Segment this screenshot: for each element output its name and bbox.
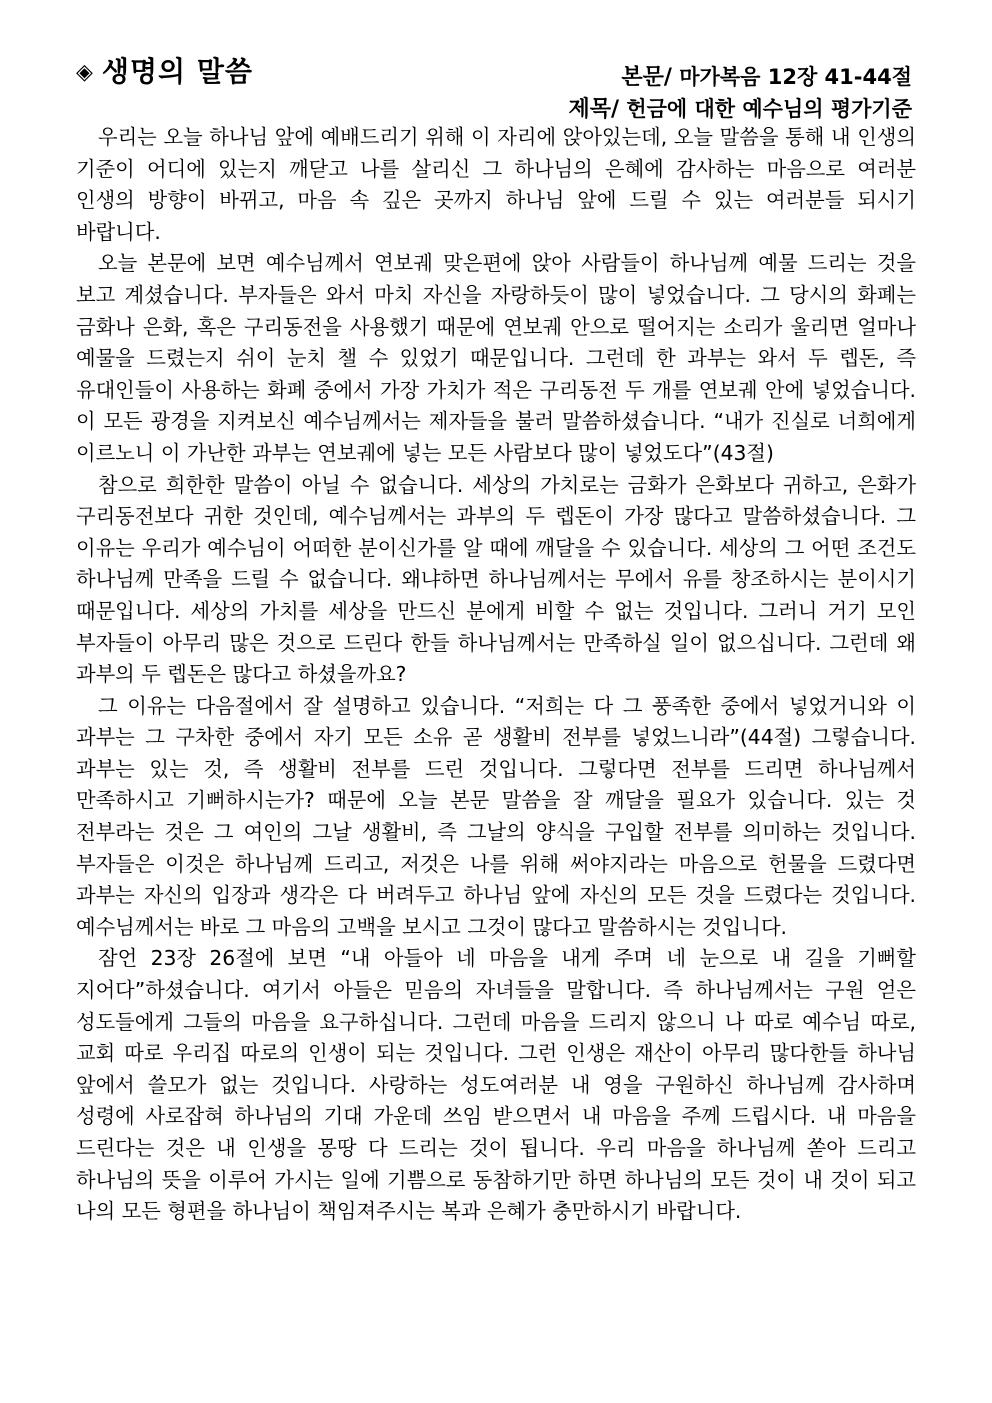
page-title [76, 50, 253, 90]
paragraph-5: 잠언 23장 26절에 보면 “내 아들아 네 마음을 내게 주며 네 눈으로 내 길을 기뻐할 지어다”하셨습니다. 여기서 아들은 믿음의 자녀들을 말합니다. 즉 하나님께서는 구원 얻은 성도들에게 그들의 마음을 요구하십니다. 그런데 마음을 드리지 않으니 나 따로 예수님 따로, 교회 따로 우리집 따로의 인생이 되는 것입니다. 그런 인생은 재산이 아무리 많다한들 하나님 앞에서 쓸모가 없는 것입니다. 사랑하는 성도여러분 내 영을 구원하신 하나님께 감사하며 성령에 사로잡혀 하나님의 기대 가운데 쓰임 받으면서 내 마음을 주께 드립시다. 내 마음을 드린다는 것은 내 인생을 몽땅 다 드리는 것이 됩니다. 우리 마음을 하나님께 쏟아 드리고 하나님의 뜻을 이루어 가시는 일에 기쁨으로 동참하기만 하면 하나님의 모든 것이 내 것이 되고 나의 모든 형편을 하나님이 책임져주시는 복과 은혜가 충만하시기 바랍니다. [76, 946, 916, 1224]
scripture-text: 마가복음 12장 41-44절 [679, 65, 912, 89]
page-title-text: 생명의 말씀 [101, 55, 253, 88]
diamond-bullet-icon: ◈ [76, 59, 94, 85]
subject-label: 제목/ [568, 97, 620, 122]
paragraph-2: 오늘 본문에 보면 예수님께서 연보궤 맞은편에 앉아 사람들이 하나님께 예물 드리는 것을 보고 계셨습니다. 부자들은 와서 마치 자신을 자랑하듯이 많이 넣었습니다. 그 당시의 화폐는 금화나 은화, 혹은 구리동전을 사용했기 때문에 연보궤 안으로 떨어지는 소리가 울리면 얼마나 예물을 드렸는지 쉬이 눈치 챌 수 있었기 때문입니다. 그런데 한 과부는 와서 두 렙돈, 즉 유대인들이 사용하는 화폐 중에서 가장 가치가 적은 구리동전 두 개를 연보궤 안에 넣었습니다. 이 모든 광경을 지켜보신 예수님께서는 제자들을 불러 말씀하셨습니다. “내가 진실로 너희에게 이르노니 이 가난한 과부는 연보궤에 넣는 모든 사람보다 많이 넣었도다”(43절) [76, 251, 916, 465]
paragraph-4: 그 이유는 다음절에서 잘 설명하고 있습니다. “저희는 다 그 풍족한 중에서 넣었거니와 이 과부는 그 구차한 중에서 자기 모든 소유 곧 생활비 전부를 넣었느니라”(44절) 그렇습니다. 과부는 있는 것, 즉 생활비 전부를 드린 것입니다. 그렇다면 전부를 드리면 하나님께서 만족하시고 기뻐하시는가? 때문에 오늘 본문 말씀을 잘 깨달을 필요가 있습니다. 있는 것 전부라는 것은 그 여인의 그날 생활비, 즉 그날의 양식을 구입할 전부를 의미하는 것입니다. 부자들은 이것은 하나님께 드리고, 저것은 나를 위해 써야지라는 마음으로 헌물을 드렸다면 과부는 자신의 입장과 생각은 다 버려두고 하나님 앞에 자신의 모든 것을 드렸다는 것입니다. 예수님께서는 바로 그 마음의 고백을 보시고 그것이 많다고 말씀하시는 것입니다. [76, 693, 916, 939]
sermon-subject [568, 92, 912, 123]
paragraph-1: 우리는 오늘 하나님 앞에 예배드리기 위해 이 자리에 앉아있는데, 오늘 말씀을 통해 내 인생의 기준이 어디에 있는지 깨닫고 나를 살리신 그 하나님의 은혜에 감사하는 마음으로 여러분 인생의 방향이 바뀌고, 마음 속 깊은 곳까지 하나님 앞에 드릴 수 있는 여러분들 되시기 바랍니다. [76, 125, 916, 244]
subject-text: 헌금에 대한 예수님의 평가기준 [626, 97, 912, 121]
scripture-reference [621, 60, 912, 91]
document-page [76, 40, 916, 1228]
sermon-body [76, 122, 916, 1228]
document-header [76, 40, 916, 122]
scripture-label: 본문/ [621, 65, 672, 90]
paragraph-3: 참으로 희한한 말씀이 아닐 수 없습니다. 세상의 가치로는 금화가 은화보다 귀하고, 은화가 구리동전보다 귀한 것인데, 예수님께서는 과부의 두 렙돈이 가장 많다고 말씀하셨습니다. 그 이유는 우리가 예수님이 어떠한 분이신가를 알 때에 깨달을 수 있습니다. 세상의 그 어떤 조건도 하나님께 만족을 드릴 수 없습니다. 왜냐하면 하나님께서는 무에서 유를 창조하시는 분이시기 때문입니다. 세상의 가치를 세상을 만드신 분에게 비할 수 없는 것입니다. 그러니 거기 모인 부자들이 아무리 많은 것으로 드린다 한들 하나님께서는 만족하실 일이 없으십니다. 그런데 왜 과부의 두 렙돈은 많다고 하셨을까요? [76, 472, 916, 687]
